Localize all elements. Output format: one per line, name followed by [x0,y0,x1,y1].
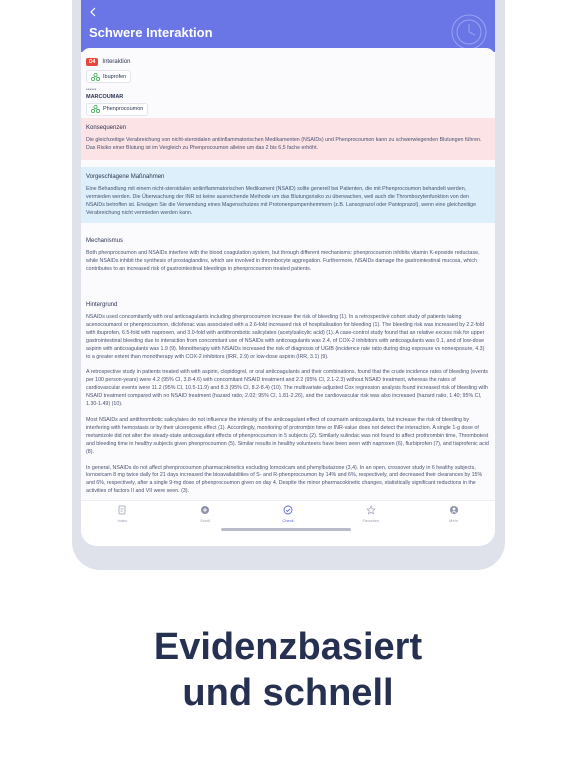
severity-label: Interaktion [102,58,131,65]
tab-label: Check [282,518,294,523]
chevron-left-icon [87,6,99,18]
drug-name: Ibuprofen [103,73,127,80]
section-title: Konsequenzen [86,125,127,131]
tab-index[interactable] [97,505,147,523]
section-paragraph: NSAIDs used concomitantly with oral anticoagulants including phenprocoumon increase the risk of bleeding (1). In a retrospective cohort study of patients taking acenocoumarol or phenprocoumon, diclofenac was associated with a 2.6-fold increased risk of hospitalisation for bleeding (1). The bleeding risk was increased by 2.2-fold with ibuprofen, 6.5-fold with naproxen, and 3.0-fold with antithrombotic salicylates (acetylsalicylic acid) (1). A case-control study found that an relative excess risk for upper gastrointestinal bleeding due to interaction from concomitant use of NSAIDs with anticoagulants was 2.4, of COX-2 inhibitors with anticoagulants was 0.1, and of low-dose aspirin with anticoagulants was 1.9 (9). Monotherapy with NSAIDs increased the risk of diagnosis of UGIB (incidence rate ratio during drug exposure vs nonexposure, 4.3) to a greater extent than monotherapy with COX-2 inhibitors (IRR, 2.9) or low-dose aspirin (IRR, 3.1) (9). [86,314,485,360]
drug-chip-ibuprofen[interactable] [86,70,131,83]
tab-label: Index [117,518,128,523]
molecule-icon [91,105,100,113]
back-button[interactable] [87,6,103,22]
tab-favoriten[interactable] [346,505,396,523]
interaction-drugs [86,56,491,118]
document-icon [117,505,127,515]
severity-badge: D4 [86,58,98,66]
section-mechanismus [81,231,495,286]
section-paragraph: In general, NSAIDs do not affect phenprocoumon pharmacokinetics excluding lornoxicam and phenylbutazone (3,4). In an open, crossover study in 6 healthy subjects, lornoxicam 8 mg twice daily for 21 days increased the bioavailabilities of S- and R-phenprocoumon by 14% and 6%, respectively, and decreased their clearances by 15% and 6%, respectively, after a single 9-mg dose of phenprocoumon given on day 4. Despite the minor pharmacokinetic changes, statistically significant reductions in the activities of factors II and VII were seen. (3). [86,464,483,495]
section-title: Mechanismus [86,238,124,244]
section-text: Die gleichzeitige Verabreichung von nicht-steroidalen antiinflammatorischen Medikamenten (NSAIDs) und Phenprocoumon kann zu schwerwiegenden Blutungen führen. Das Risiko einer Blutung ist im Vergleich zu Phenprocoumon alleine um das 2 bis 6,5 fache erhöht. [86,137,482,151]
section-title: Vorgeschlagene Maßnahmen [86,174,165,180]
section-paragraph: Most NSAIDs and antithrombotic salicylates do not influence the intensity of the anticoagulant effect of coumarin anticoagulants, but increase the risk of bleeding by interfering with hemostasis or by their ulcerogenic effect (1). Accordingly, monitoring of protrombin time or INR-value does not detect the interaction. A single 1-g dose of metamizole did not alter the steady-state anticoagulant effects of phenprocoumon in 5 subjects (2). Similarly sulindac was not found to affect prothrombin time, Thrombotest and bleeding time in healthy subjects given phenprocoumon (5). Similar results in healthy volunteers have been seen with naproxen (6), flurbiprofen (7), and tiaprofenic acid (8). [86,416,489,455]
headline-line: und schnell [182,672,394,714]
section-konsequenzen [81,118,495,160]
section-text: Eine Behandlung mit einem nicht-steroidalen antiinflammatorischen Medikament (NSAID) sollte generell bei Patienten, die mit Phenprocoumon behandelt werden, vermieden werden. Die Überwachung der INR ist keine ausreichende Methode um das Blutungsrisiko zu überwachen, weil auch die Thrombozytenfunktion von den NSAIDs betroffen ist. Erwägen Sie die Verwendung eines Magenschutzes mit Protonenpumpenhemmern (z.B. Lansoprazol oder Pantoprazol), wenn eine gleichzeitige Verabreichung nicht vermieden werden kann. [86,186,477,216]
header-bar [81,0,495,52]
drug-name: Phenprocoumon [103,106,144,112]
tab-label: Mehr [449,518,459,523]
tab-scroll[interactable] [180,505,230,523]
clock-deco-icon [449,12,489,52]
section-text: Both phenprocoumon and NSAIDs interfere with the blood coagulation system, but through different mechanisms: phenprocoumon inhibits vitamin K-epoxide reductase, while NSAIDs inhibit the synthesis of prostaglandins, which are involved in thrombocyte aggregation. Furthermore, NSAIDs damage the gastrointestinal mucosa, which contributes to an increased risk of gastrointestinal bleedings in phenprocoumon treated patients. [86,250,480,272]
page-title: Schwere Interaktion [89,25,213,40]
dots-separator: •••••• [86,86,97,93]
home-indicator[interactable] [221,528,351,531]
section-paragraph: A retrospective study in patients treated with with aspirin, clopidogrel, or oral anticoagulants and their combinations, found that the crude incidence rates of bleeding (events per 100 person-years) were 4.2 (95% CI, 3.8-4.6) with concomitant NSAID treatment and 2.2 (95% CI, 2.1-2.3) without NSAID treatment, whereas the rates of cardiovascular events were 11.2 (95% CI, 10.5-11.9) and 8.3 (95% CI, 8.2-8.4) (10). The multivariate-adjusted Cox regression analysis found increased risk of bleeding with NSAID treatment compared with no NSAID treatment (hazard ratio, 2.02; 95% CI, 1.81-2.26), and the cardiovascular risk was also increased (hazard ratio, 1.40; 95% CI, 1.30-1.49) (10). [86,369,488,408]
user-icon [449,505,459,515]
marketing-headline [0,624,576,716]
tab-check[interactable] [263,505,313,523]
drug-group-label: MARCOUMAR [86,93,124,100]
section-hintergrund [81,295,495,515]
headline-line: Evidenzbasiert [153,626,423,668]
check-icon [283,505,293,515]
interaction-card [81,48,495,518]
star-icon [366,505,376,515]
drug-chip-phenprocoumon[interactable] [86,103,148,116]
molecule-icon [91,73,100,81]
tab-label: Favoriten [362,518,380,523]
section-title: Hintergrund [86,302,118,308]
app-screen [81,0,495,546]
plus-circle-icon [200,505,210,515]
section-massnahmen [81,167,495,223]
tab-mehr[interactable] [429,505,479,523]
tab-label: Scroll [200,518,211,523]
severity-row [86,56,491,67]
